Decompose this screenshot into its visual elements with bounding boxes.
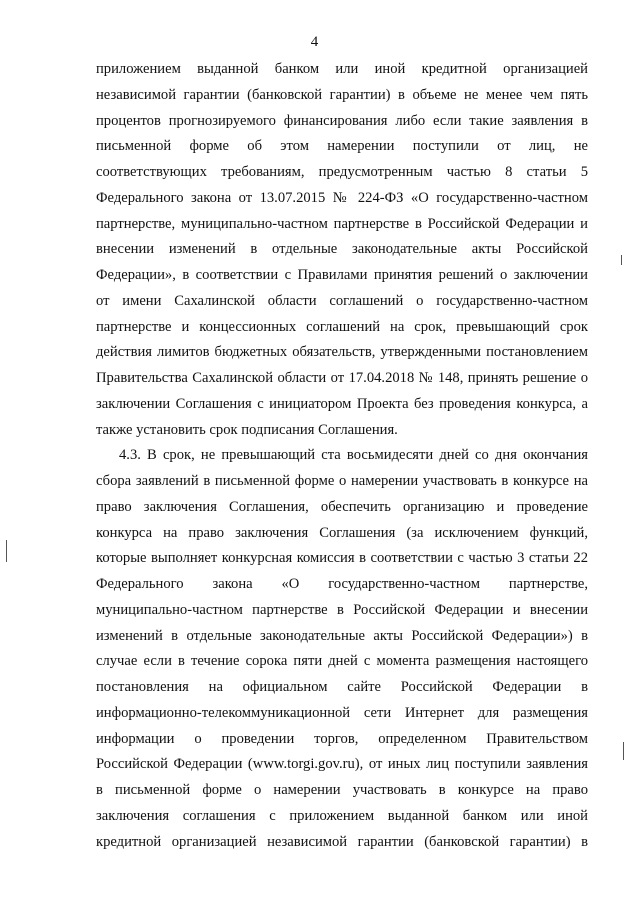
text-line: соответствующих требованиям, предусмотренным частью 8 статьи 5: [96, 164, 588, 180]
text-line: партнерстве, муниципально-частном партнерстве в Российской Федерации и: [96, 215, 588, 232]
text-line: сбора заявлений в письменной форме о намерении участвовать в конкурсе на: [96, 473, 588, 489]
scan-margin-mark: [6, 540, 7, 562]
text-line: конкурса на право заключения Соглашения (за исключением функций,: [96, 524, 588, 541]
text-line: кредитной организацией независимой гарантии (банковской гарантии) в: [96, 833, 588, 850]
text-line: Федерального закона от 13.07.2015 № 224-ФЗ «О государственно-частном: [96, 189, 588, 206]
text-line: от имени Сахалинской области соглашений о государственно-частном: [96, 292, 588, 309]
text-line: партнерстве и концессионных соглашений на срок, превышающий срок: [96, 318, 588, 335]
text-line: право заключения Соглашения, обеспечить организацию и проведение: [96, 498, 588, 515]
text-line: Федерального закона «О государственно-частном партнерстве,: [96, 576, 588, 592]
text-line: процентов прогнозируемого финансирования либо если такие заявления в: [96, 112, 588, 129]
text-line: письменной форме об этом намерении поступили от лиц, не: [96, 138, 588, 155]
text-line: в письменной форме о намерении участвовать в конкурсе на право: [96, 782, 588, 798]
text-line: Правительства Сахалинской области от 17.04.2018 № 148, принять решение о: [96, 370, 588, 386]
text-line: которые выполняет конкурсная комиссия в соответствии с частью 3 статьи 22: [96, 550, 588, 567]
text-line: действия лимитов бюджетных обязательств, утвержденными постановлением: [96, 344, 588, 361]
text-line: информации о проведении торгов, определенном Правительством: [96, 730, 588, 747]
text-line: информационно-телекоммуникационной сети Интернет для размещения: [96, 704, 588, 721]
scan-margin-mark: [623, 742, 624, 760]
text-line: независимой гарантии (банковской гарантии) в объеме не менее чем пять: [96, 86, 588, 103]
text-line: муниципально-частном партнерстве в Российской Федерации и внесении: [96, 601, 588, 618]
page-number: 4: [310, 34, 319, 50]
text-line: заключения соглашения с приложением выданной банком или иной: [96, 807, 588, 824]
text-line: внесении изменений в отдельные законодательные акты Российской: [96, 241, 588, 258]
text-line: заключении Соглашения с инициатором Проекта без проведения конкурса, а: [96, 395, 588, 412]
document-body: [96, 57, 588, 855]
text-line: 4.3. В срок, не превышающий ста восьмидесяти дней со дня окончания: [119, 447, 588, 464]
text-line: постановления на официальном сайте Российской Федерации в: [96, 679, 588, 695]
text-line: также установить срок подписания Соглашения.: [96, 421, 398, 438]
scan-margin-mark: [621, 255, 622, 265]
text-line: изменений в отдельные законодательные акты Российской Федерации») в: [96, 627, 588, 644]
text-line: Российской Федерации (www.torgi.gov.ru), от иных лиц поступили заявления: [96, 756, 588, 773]
text-line: случае если в течение сорока пяти дней с момента размещения настоящего: [96, 653, 588, 670]
text-line: Федерации», в соответствии с Правилами принятия решений о заключении: [96, 267, 588, 283]
text-line: приложением выданной банком или иной кредитной организацией: [96, 61, 588, 77]
